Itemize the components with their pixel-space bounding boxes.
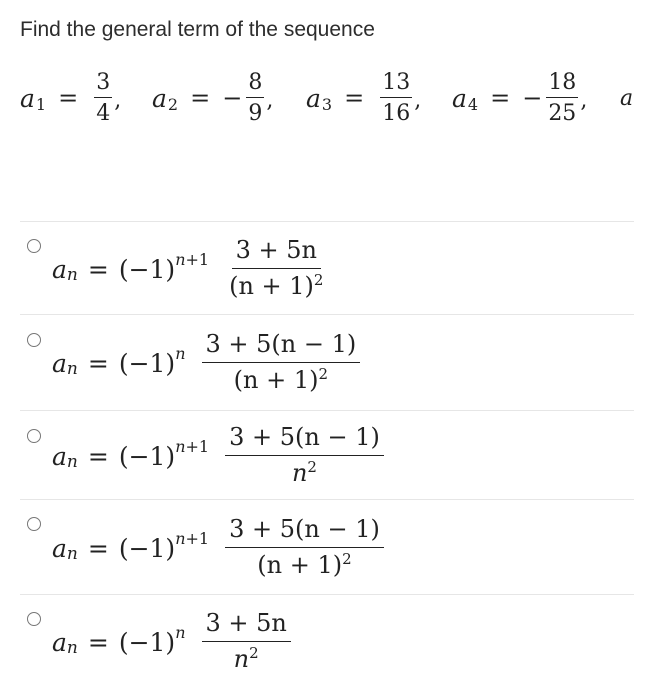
exponent-rest: +1 xyxy=(185,436,210,456)
term-var: a xyxy=(152,83,167,113)
term-comma: , xyxy=(266,87,274,113)
term-numerator: 3 xyxy=(94,70,112,98)
option-formula xyxy=(52,601,291,683)
formula-numerator: 3 + 5(n − 1) xyxy=(225,424,384,456)
formula-fraction xyxy=(202,610,291,673)
sequence-term-2 xyxy=(152,60,273,136)
option-formula xyxy=(52,228,327,310)
term-fraction xyxy=(380,70,412,127)
option-formula xyxy=(52,321,360,405)
answer-option-3[interactable] xyxy=(20,411,634,499)
formula-exponent xyxy=(175,344,185,363)
formula-lhs-sub: n xyxy=(66,359,78,379)
term-comma: , xyxy=(414,87,422,113)
sequence-row xyxy=(0,60,654,140)
formula-equals: = xyxy=(87,348,109,378)
formula-exponent xyxy=(175,623,185,642)
formula-numerator: 3 + 5(n − 1) xyxy=(225,516,384,548)
term-denominator: 4 xyxy=(96,101,111,126)
equals-sign: = xyxy=(344,84,365,112)
denominator-base: n xyxy=(291,459,308,487)
term-var: a xyxy=(452,83,467,113)
formula-lhs: a xyxy=(52,254,67,284)
term-sub: 4 xyxy=(467,94,479,114)
formula-equals: = xyxy=(87,254,109,284)
equals-sign: = xyxy=(58,84,79,112)
term-comma: , xyxy=(114,87,122,113)
radio-button[interactable] xyxy=(27,612,41,626)
formula-exponent xyxy=(175,250,209,269)
answer-option-2[interactable] xyxy=(20,315,634,410)
term-denominator: 9 xyxy=(248,101,263,126)
exponent-var: n xyxy=(175,343,186,363)
formula-fraction xyxy=(225,237,327,300)
equals-sign: = xyxy=(190,84,211,112)
sequence-term-1 xyxy=(20,60,121,136)
formula-equals: = xyxy=(87,533,109,563)
formula-fraction xyxy=(225,424,384,487)
term-fraction xyxy=(546,70,578,127)
formula-numerator: 3 + 5(n − 1) xyxy=(202,331,361,363)
term-numerator: 18 xyxy=(546,70,578,98)
term-sign: − xyxy=(222,84,243,112)
formula-denominator xyxy=(288,456,321,488)
formula-base: (−1) xyxy=(118,254,176,284)
formula-base: (−1) xyxy=(118,441,176,471)
exponent-var: n xyxy=(175,436,186,456)
denominator-power: 2 xyxy=(318,365,329,383)
formula-lhs: a xyxy=(52,441,67,471)
answer-option-4[interactable] xyxy=(20,500,634,594)
denominator-base: (n + 1) xyxy=(257,551,343,579)
sequence-term-4 xyxy=(452,60,587,136)
term-sub: 1 xyxy=(35,94,47,114)
formula-fraction xyxy=(225,516,384,579)
formula-lhs: a xyxy=(52,533,67,563)
exponent-var: n xyxy=(175,249,186,269)
denominator-power: 2 xyxy=(307,458,317,476)
term-denominator: 16 xyxy=(382,101,411,126)
answer-option-5[interactable] xyxy=(20,595,634,695)
denominator-power: 2 xyxy=(249,644,259,662)
term-fraction xyxy=(246,70,264,127)
formula-equals: = xyxy=(87,627,109,657)
formula-lhs-sub: n xyxy=(66,452,78,472)
radio-button[interactable] xyxy=(27,517,41,531)
radio-button[interactable] xyxy=(27,333,41,347)
term-sign: − xyxy=(522,84,543,112)
formula-denominator xyxy=(225,269,327,301)
denominator-base: (n + 1) xyxy=(229,272,314,300)
term-sub: 3 xyxy=(321,94,333,114)
formula-denominator xyxy=(253,548,355,580)
term-comma: , xyxy=(580,87,588,113)
formula-denominator xyxy=(230,642,263,674)
formula-numerator: 3 + 5n xyxy=(232,237,321,269)
denominator-base: (n + 1) xyxy=(233,366,319,394)
equals-sign: = xyxy=(490,84,511,112)
formula-lhs-sub: n xyxy=(66,638,78,658)
formula-lhs: a xyxy=(52,627,67,657)
exponent-var: n xyxy=(175,622,186,642)
formula-lhs-sub: n xyxy=(66,265,78,285)
term-fraction xyxy=(94,70,112,127)
formula-denominator xyxy=(230,363,332,395)
formula-base: (−1) xyxy=(118,533,176,563)
formula-exponent xyxy=(175,437,209,456)
exponent-rest: +1 xyxy=(185,528,210,548)
formula-exponent xyxy=(175,529,209,548)
sequence-tail: a xyxy=(620,85,634,111)
formula-lhs: a xyxy=(52,348,67,378)
denominator-power: 2 xyxy=(342,550,352,568)
answer-option-1[interactable] xyxy=(20,222,634,314)
radio-button[interactable] xyxy=(27,239,41,253)
exponent-rest: +1 xyxy=(185,249,210,269)
radio-button[interactable] xyxy=(27,429,41,443)
question-text: Find the general term of the sequence xyxy=(20,18,375,41)
option-formula xyxy=(52,415,384,497)
formula-equals: = xyxy=(87,441,109,471)
term-sub: 2 xyxy=(167,94,179,114)
formula-lhs-sub: n xyxy=(66,544,78,564)
exponent-var: n xyxy=(175,528,186,548)
term-var: a xyxy=(306,83,321,113)
sequence-term-3 xyxy=(306,60,421,136)
term-var: a xyxy=(20,83,35,113)
term-numerator: 13 xyxy=(380,70,412,98)
option-formula xyxy=(52,506,384,590)
denominator-base: n xyxy=(233,645,250,673)
formula-base: (−1) xyxy=(118,627,176,657)
term-numerator: 8 xyxy=(246,70,264,98)
denominator-power: 2 xyxy=(313,271,324,289)
formula-numerator: 3 + 5n xyxy=(202,610,291,642)
term-denominator: 25 xyxy=(548,101,577,126)
formula-base: (−1) xyxy=(118,348,176,378)
formula-fraction xyxy=(202,331,361,394)
